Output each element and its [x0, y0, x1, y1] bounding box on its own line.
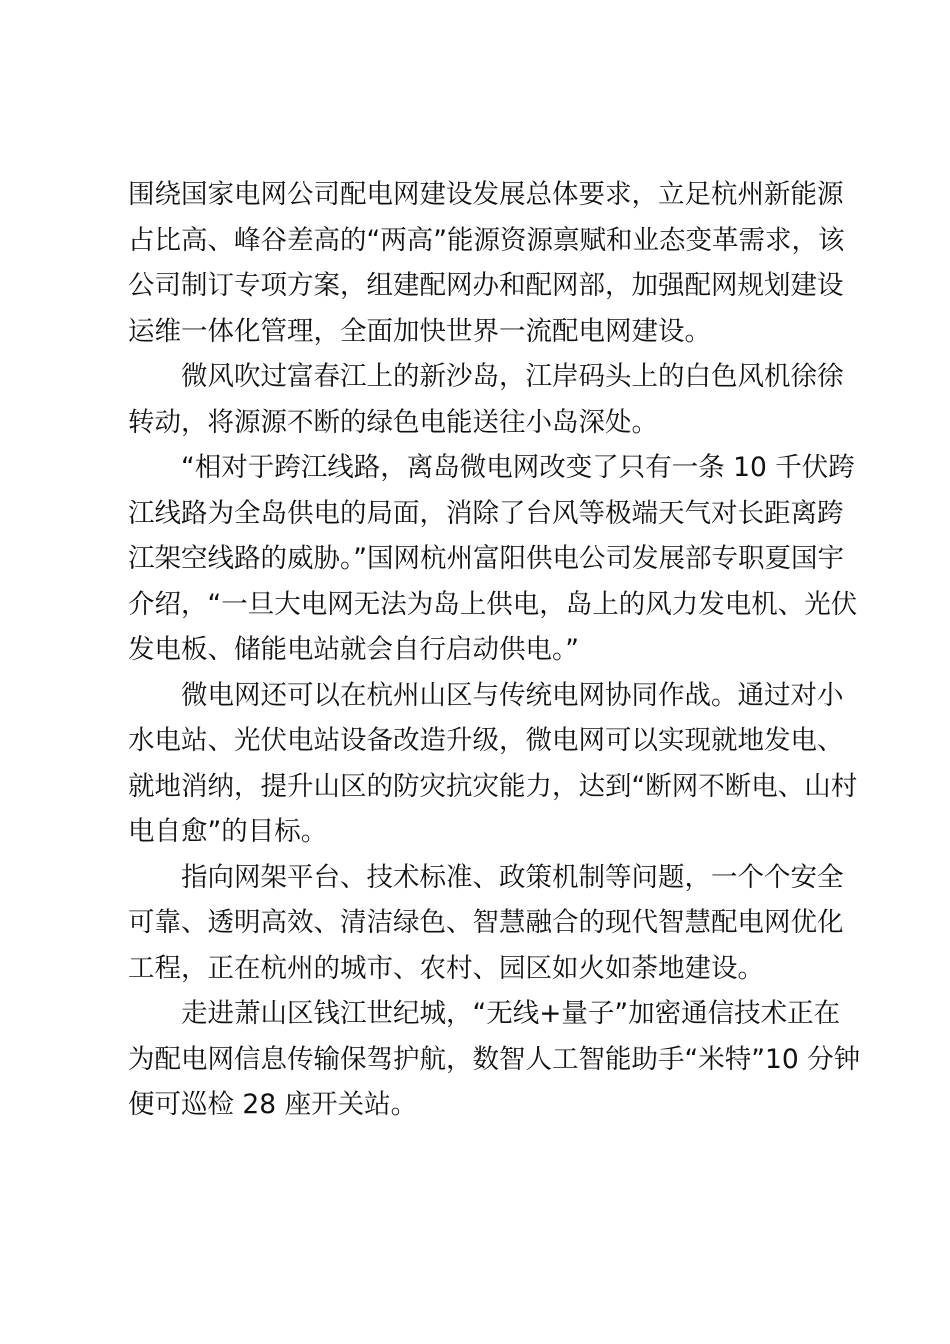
paragraph-6 [128, 991, 861, 1128]
paragraph-line: 介绍，“一旦大电网无法为岛上供电，岛上的风力发电机、光伏 [128, 588, 858, 620]
paragraph-line: 公司制订专项方案，组建配网办和配网部，加强配网规划建设 [128, 270, 844, 301]
paragraph-line: 指向网架平台、技术标准、政策机制等问题，一个个安全 [181, 861, 844, 893]
paragraph-line: 发电板、储能电站就会自行启动供电。” [128, 634, 579, 665]
paragraph-line: 就地消纳，提升山区的防灾抗灾能力，达到“断网不断电、山村 [128, 770, 858, 802]
paragraph-line: 工程，正在杭州的城市、农村、园区如火如荼地建设。 [128, 952, 764, 984]
paragraph-line: 运维一体化管理，全面加快世界一流配电网建设。 [128, 315, 711, 347]
paragraph-line: 围绕国家电网公司配电网建设发展总体要求，立足杭州新能源 [128, 179, 844, 210]
paragraph-line: 微电网还可以在杭州山区与传统电网协同作战。通过对小 [181, 679, 844, 711]
paragraph-line: 微风吹过富春江上的新沙岛，江岸码头上的白色风机徐徐 [181, 361, 844, 392]
paragraph-line: 江架空线路的威胁。”国网杭州富阳供电公司发展部专职夏国宇 [128, 543, 844, 574]
paragraph-line: “相对于跨江线路，离岛微电网改变了只有一条 10 千伏跨 [181, 452, 855, 483]
paragraph-3 [128, 445, 858, 673]
paragraph-line: 为配电网信息传输保驾护航，数智人工智能助手“米特”10 分钟 [128, 1043, 861, 1075]
paragraph-line: 电自愈”的目标。 [128, 816, 328, 847]
paragraph-4 [128, 673, 858, 855]
paragraph-line: 转动，将源源不断的绿色电能送往小岛深处。 [128, 406, 658, 438]
paragraph-2 [128, 354, 844, 445]
paragraph-line: 江线路为全岛供电的局面，消除了台风等极端天气对长距离跨 [128, 497, 844, 529]
paragraph-5 [128, 855, 844, 992]
paragraph-line: 水电站、光伏电站设备改造升级，微电网可以实现就地发电、 [128, 725, 844, 756]
paragraph-line: 占比高、峰谷差高的“两高”能源资源禀赋和业态变革需求，该 [128, 224, 845, 256]
paragraph-1 [128, 172, 845, 354]
article-body [128, 172, 861, 1128]
paragraph-line: 走进萧山区钱江世纪城，“无线+量子”加密通信技术正在 [181, 998, 841, 1029]
paragraph-line: 可靠、透明高效、清洁绿色、智慧融合的现代智慧配电网优化 [128, 907, 844, 938]
paragraph-line: 便可巡检 28 座开关站。 [128, 1089, 418, 1120]
